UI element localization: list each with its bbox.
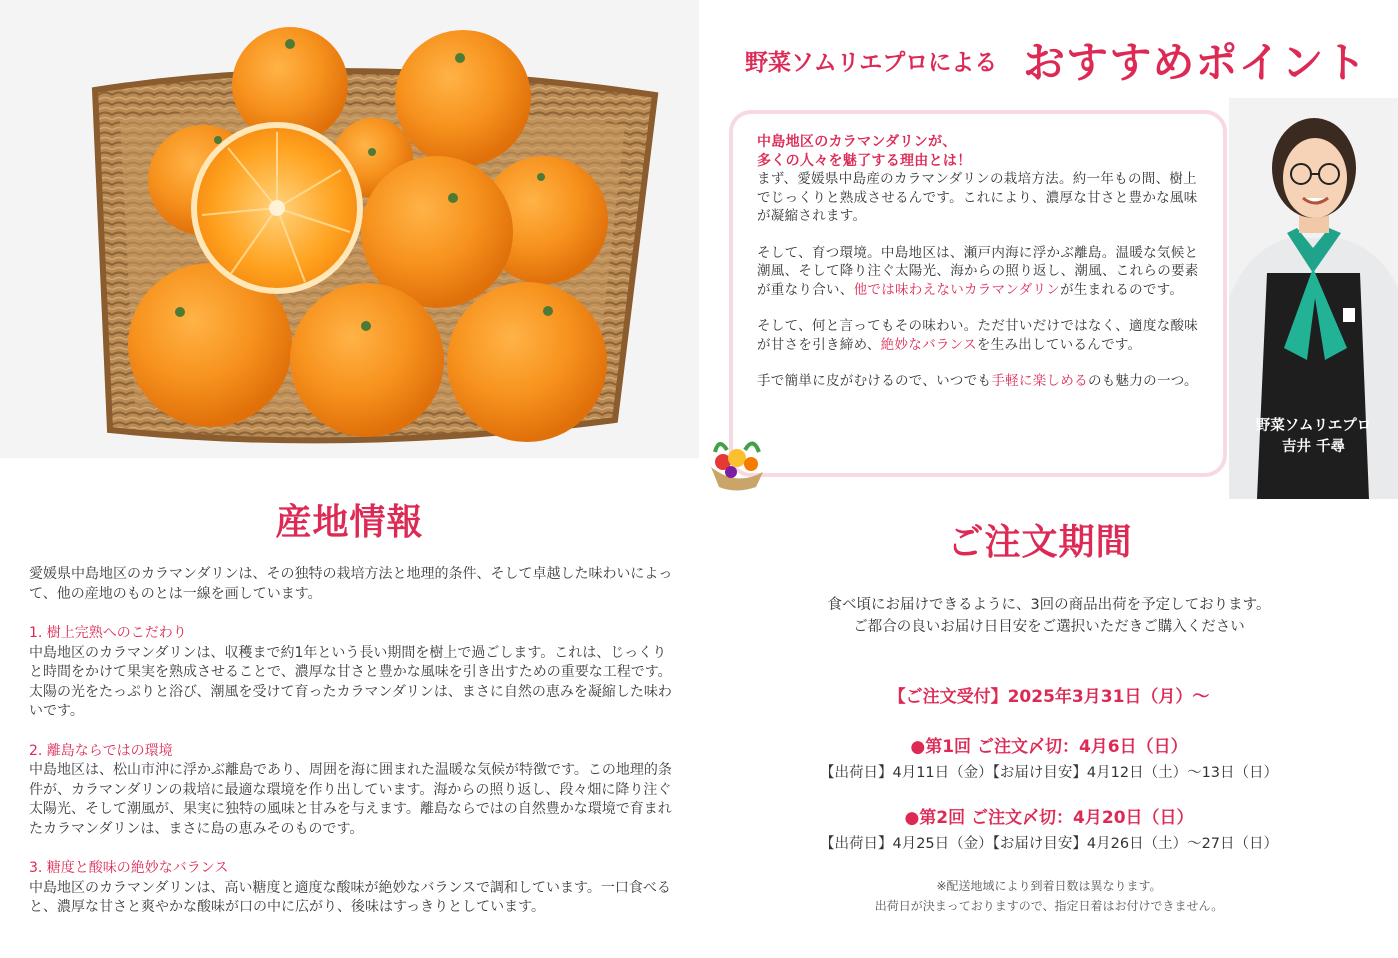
round-deadline: ●第2回 ご注文〆切：4月20日（日） [904,808,1194,828]
recommend-highlight: 手軽に楽しめる [991,373,1088,389]
recommend-text-span: そして、何と言ってもその味わい。ただ甘いだけではなく、適度な酸味が甘さを引き締め、 [757,318,1199,353]
order-section-title: ご注文期間 [947,522,1133,563]
recommend-lead-line-1: 中島地区のカラマンダリンが、 [757,134,957,150]
order-intro-line-2: ご都合の良いお届け日目安をご選択いただきご購入ください [853,619,1245,635]
origin-point-heading: 2. 離島ならではの環境 [29,742,173,759]
sommelier-role: 野菜ソムリエプロ [1255,418,1372,434]
origin-section-title: 産地情報 [275,502,424,543]
order-start-date: 【ご注文受付】2025年3月31日（月）〜 [888,687,1210,707]
recommend-lead-line-2: 多くの人々を魅了する理由とは！ [757,152,972,169]
round-deadline: ●第1回 ご注文〆切：4月6日（日） [910,737,1188,757]
origin-intro: 愛媛県中島地区のカラマンダリンは、その独特の栽培方法と地理的条件、そして卓越した味わいによって、他の産地のものとは一線を画しています。 [29,566,673,602]
recommend-text-span: そして、育つ環境。中島地区は、瀬戸内海に浮かぶ離島。温暖な気候と潮風、そして降り注ぐ太陽光、海からの照り返し、潮風、これらの要素が重なり合い、 [757,244,1199,298]
recommend-paragraph-3 [757,317,1207,354]
recommend-paragraph-4 [757,372,1207,391]
delivery-note-2: 出荷日が決まっておりますので、指定日着はお付けできません。 [874,899,1224,913]
recommend-text [757,133,1207,409]
round-shipping: 【出荷日】4月25日（金）【お届け目安】4月26日（土）〜27日（日） [819,836,1279,852]
delivery-note-1: ※配送地域により到着日数は異なります。 [936,879,1162,893]
origin-description [29,565,674,918]
order-intro-line-1: 食べ頃にお届けできるように、3回の商品出荷を予定しております。 [827,597,1271,613]
round-shipping: 【出荷日】4月11日（金）【お届け目安】4月12日（土）〜13日（日） [819,765,1279,781]
origin-point-heading: 3. 糖度と酸味の絶妙なバランス [29,860,229,876]
delivery-notes [700,876,1398,916]
recommend-paragraph-1: まず、愛媛県中島産のカラマンダリンの栽培方法。約一年もの間、樹上でじっくりと熟成させるんです。これにより、濃厚な甘さと豊かな風味が凝縮されます。 [757,171,1198,224]
recommend-highlight: 他では味わえないカラマンダリン [853,281,1061,298]
origin-point-body: 中島地区は、松山市沖に浮かぶ離島であり、周囲を海に囲まれた温暖な気候が特徴です。この地理的条件が、カラマンダリンの栽培に最適な環境を作り出しています。海からの照り返し、段々畑に降り注ぐ太陽光、そして潮風が、果実に独特の風味と甘みを与えます。離島ならではの自然豊かな環境で育まれたカラマンダリンは、まさに島の恵みそのものです。 [29,762,672,837]
recommend-title-main: おすすめポイント [1023,38,1368,87]
order-round-1 [700,732,1398,782]
recommend-title [745,30,1385,90]
recommend-highlight: 絶妙なバランス [880,336,977,353]
origin-point-heading: 1. 樹上完熟へのこだわり [29,625,187,641]
sommelier-caption [1229,416,1398,458]
origin-point-body: 中島地区のカラマンダリンは、高い糖度と適度な酸味が絶妙なバランスで調和しています。一口食べると、濃厚な甘さと爽やかな酸味が口の中に広がり、後味はすっきりとしています。 [29,879,671,915]
recommend-title-prefix: 野菜ソムリエプロによる [745,50,998,76]
mandarin-basket-photo [0,0,699,458]
order-intro [700,594,1398,638]
recommend-text-span: 手で簡単に皮がむけるので、いつでも [757,373,992,389]
sommelier-name: 吉井 千尋 [1281,439,1346,455]
recommend-paragraph-2 [757,244,1207,300]
recommend-text-span: のも魅力の一つ。 [1087,373,1198,389]
recommend-text-span: を生み出しているんです。 [976,336,1142,353]
recommend-text-span: が生まれるのです。 [1060,281,1184,298]
vegetable-basket-icon [701,432,771,492]
mandarin-basket-illustration [0,0,699,458]
order-round-2 [700,803,1398,853]
origin-point-body: 中島地区のカラマンダリンは、収穫まで約1年という長い期間を樹上で過ごします。これは、じっくりと時間をかけて果実を熟成させることで、濃厚な甘さと豊かな風味を引き出すための重要な工程です。太陽の光をたっぷりと浴び、潮風を受けて育ったカラマンダリンは、まさに自然の恵みを凝縮した味わいです。 [29,644,672,719]
